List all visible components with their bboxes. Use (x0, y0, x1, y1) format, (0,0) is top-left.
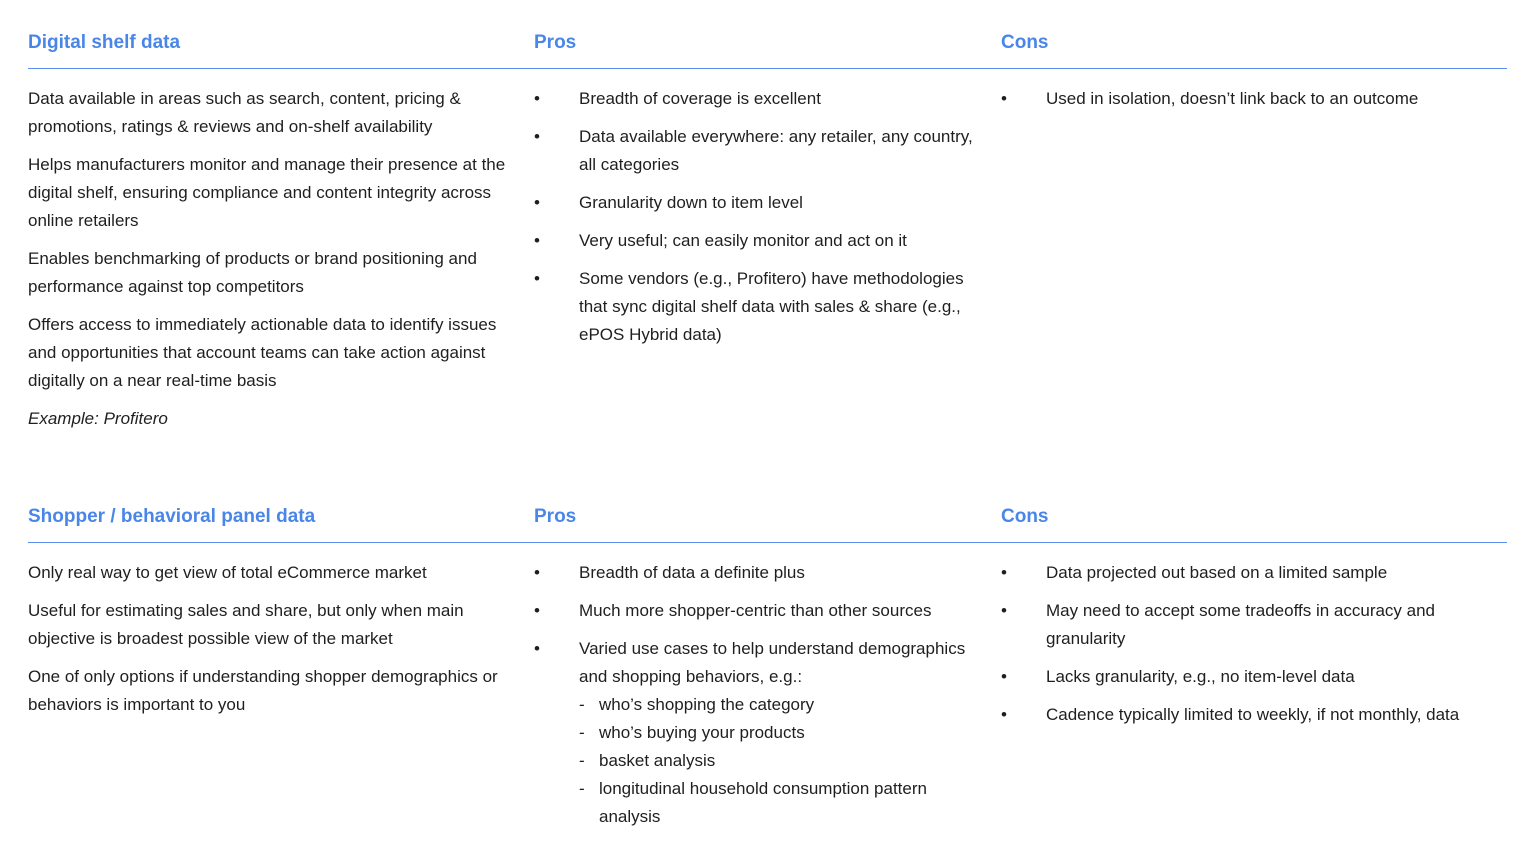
cons-column (1001, 85, 1501, 123)
pros-list-item: • Data available everywhere: any retailer, any country, all categories (534, 123, 974, 179)
pros-list (534, 85, 974, 349)
pros-list-item-text: Varied use cases to help understand demographics and shopping behaviors, e.g.: (579, 639, 966, 686)
pros-subitem: - basket analysis (579, 747, 974, 775)
section-header-row (28, 30, 1507, 69)
pros-column (534, 85, 974, 359)
pros-subitem: - longitudinal household consumption pattern analysis (579, 775, 974, 831)
cons-list-item: • Lacks granularity, e.g., no item-level data (1001, 663, 1501, 691)
description-paragraph: Data available in areas such as search, content, pricing & promotions, ratings & reviews and on-shelf availability (28, 89, 461, 136)
description-paragraph: One of only options if understanding shopper demographics or behaviors is important to you (28, 667, 498, 714)
pros-column (534, 559, 974, 841)
pros-subitem: - who’s buying your products (579, 719, 974, 747)
section-shopper-panel (28, 504, 1507, 826)
description-paragraph: Helps manufacturers monitor and manage their presence at the digital shelf, ensuring compliance and content integrity across online retailers (28, 155, 506, 230)
description-paragraph: Only real way to get view of total eCommerce market (28, 563, 427, 582)
pros-list (534, 559, 974, 831)
pros-list-item: • Some vendors (e.g., Profitero) have methodologies that sync digital shelf data with sales & share (e.g., ePOS Hybrid data) (534, 265, 974, 349)
pros-list-item: • Breadth of data a definite plus (534, 559, 974, 587)
description-column (28, 559, 508, 729)
pros-list-item: • Granularity down to item level (534, 189, 974, 217)
cons-list (1001, 85, 1501, 113)
cons-column (1001, 559, 1501, 739)
cons-list-item: • Data projected out based on a limited sample (1001, 559, 1501, 587)
pros-subitem: - who’s shopping the category (579, 691, 974, 719)
cons-heading: Cons (1001, 32, 1049, 53)
description-column (28, 85, 508, 443)
pros-list-item: • Much more shopper-centric than other sources (534, 597, 974, 625)
cons-list-item: • Cadence typically limited to weekly, if not monthly, data (1001, 701, 1501, 729)
section-header-row (28, 504, 1507, 543)
description-paragraph: Useful for estimating sales and share, but only when main objective is broadest possible view of the market (28, 601, 464, 648)
example-text: Example: Profitero (28, 409, 168, 428)
cons-list (1001, 559, 1501, 729)
cons-heading: Cons (1001, 506, 1049, 527)
description-paragraph: Enables benchmarking of products or brand positioning and performance against top competitors (28, 249, 477, 296)
pros-heading: Pros (534, 506, 577, 527)
cons-list-item: • May need to accept some tradeoffs in accuracy and granularity (1001, 597, 1501, 653)
pros-list-item: • Very useful; can easily monitor and act on it (534, 227, 974, 255)
description-paragraph: Offers access to immediately actionable data to identify issues and opportunities that account teams can take action against digitally on a near real-time basis (28, 315, 497, 390)
section-title: Digital shelf data (28, 32, 181, 53)
pros-list-item: • Breadth of coverage is excellent (534, 85, 974, 113)
cons-list-item: • Used in isolation, doesn’t link back to an outcome (1001, 85, 1501, 113)
pros-sublist (579, 691, 974, 831)
pros-list-item-with-subitems (534, 635, 974, 831)
section-digital-shelf (28, 30, 1507, 428)
pros-heading: Pros (534, 32, 577, 53)
section-title: Shopper / behavioral panel data (28, 506, 316, 527)
